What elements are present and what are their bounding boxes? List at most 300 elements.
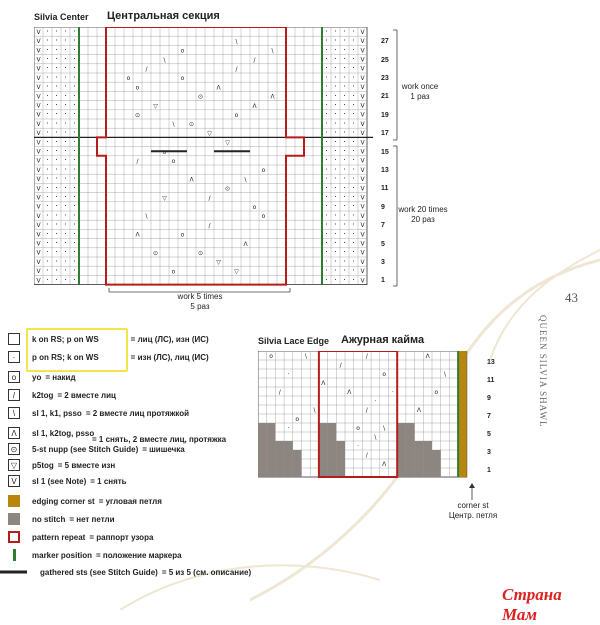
legend-row [8,458,115,472]
svg-text:·: · [73,210,76,220]
center-chart-title-ru: Центральная секция [107,10,220,22]
svg-text:·: · [334,220,337,230]
svg-text:o: o [261,167,266,175]
svg-text:▽: ▽ [225,139,230,147]
svg-text:·: · [334,54,337,64]
svg-text:·: · [55,229,58,239]
svg-text:·: · [325,174,328,184]
gathered-icon [0,566,28,578]
lace-row-number: 3 [487,449,491,456]
svg-text:V: V [36,268,41,276]
svg-text:\: \ [374,434,377,442]
svg-text:·: · [46,72,49,82]
svg-text:·: · [46,256,49,266]
svg-text:·: · [325,238,328,248]
svg-text:·: · [352,100,355,110]
svg-text:·: · [46,155,49,165]
svg-text:·: · [46,128,49,138]
svg-text:·: · [73,256,76,266]
center-row-number: 9 [381,203,385,211]
svg-text:V: V [360,84,365,92]
legend-label-en: k on RS; p on WS [32,334,99,344]
svg-text:·: · [325,137,328,147]
svg-text:·: · [325,266,328,276]
svg-text:V: V [36,231,41,239]
svg-text:·: · [343,192,346,202]
svg-text:o: o [171,268,176,276]
svg-text:V: V [360,111,365,119]
svg-text:·: · [64,266,67,276]
svg-text:·: · [55,82,58,92]
svg-text:·: · [334,256,337,266]
svg-text:·: · [343,54,346,64]
svg-text:V: V [36,65,41,73]
svg-text:·: · [343,266,346,276]
svg-text:·: · [325,100,328,110]
svg-text:·: · [374,398,377,406]
svg-text:Λ: Λ [216,84,221,92]
svg-text:Λ: Λ [243,240,248,248]
center-row-number: 5 [381,240,385,248]
work-20-label: work 20 times 20 раз [398,205,448,224]
svg-text:·: · [343,247,346,257]
svg-text:·: · [55,36,58,46]
svg-text:o: o [382,371,386,379]
svg-text:\: \ [271,47,274,55]
svg-text:·: · [334,183,337,193]
svg-text:·: · [325,146,328,156]
svg-text:·: · [46,27,49,36]
legend-label-en: 5-st nupp (see Stitch Guide) [32,444,139,454]
svg-text:·: · [343,174,346,184]
svg-text:·: · [55,164,58,174]
svg-text:·: · [352,82,355,92]
svg-text:V: V [360,194,365,202]
svg-text:/: / [253,56,256,64]
svg-text:·: · [64,256,67,266]
svg-text:·: · [46,183,49,193]
svg-text:⊙: ⊙ [224,185,231,193]
edging-corner-icon [8,495,20,507]
svg-text:·: · [352,109,355,119]
legend-label-ru: = нет петли [69,514,115,524]
svg-text:Λ: Λ [270,93,275,101]
svg-text:·: · [73,183,76,193]
legend-label-ru: = накид [45,372,76,382]
svg-text:V: V [360,93,365,101]
legend-row [8,530,153,544]
center-row-number: 3 [381,259,385,266]
svg-text:o: o [252,203,257,211]
svg-text:·: · [46,82,49,92]
legend-sk2p-ru: = 1 снять, 2 вместе лиц, протяжка [92,435,227,444]
svg-text:·: · [334,164,337,174]
svg-text:·: · [343,201,346,211]
svg-text:o: o [234,111,239,119]
svg-text:V: V [360,65,365,73]
svg-text:V: V [360,38,365,46]
center-row-number: 15 [381,148,389,156]
svg-text:·: · [46,201,49,211]
svg-text:·: · [334,128,337,138]
svg-text:·: · [352,229,355,239]
svg-text:·: · [334,229,337,239]
svg-text:/: / [208,194,211,202]
svg-text:·: · [343,275,346,285]
svg-text:·: · [325,91,328,101]
svg-text:·: · [352,210,355,220]
work-once-label: work once 1 раз [401,82,439,101]
svg-text:V: V [360,231,365,239]
svg-text:·: · [334,146,337,156]
svg-text:/: / [136,157,139,165]
corner-arrow [466,482,478,502]
legend-label-ru: = 5 из 5 (см. описание) [161,567,252,577]
svg-text:·: · [334,118,337,128]
svg-text:·: · [73,174,76,184]
svg-text:V: V [36,74,41,82]
pattern-repeat-icon [8,531,20,543]
svg-text:·: · [64,72,67,82]
svg-text:·: · [343,238,346,248]
legend-label-en: p5tog [32,460,54,470]
legend-label-ru: = изн (ЛС), лиц (ИС) [130,352,209,362]
svg-text:·: · [55,118,58,128]
svg-text:\: \ [304,353,307,361]
svg-text:\: \ [235,38,238,46]
svg-text:·: · [343,256,346,266]
svg-text:·: · [55,45,58,55]
corner-st-label: corner st Центр. петля [448,501,498,520]
svg-text:Λ: Λ [425,353,430,361]
svg-text:·: · [325,72,328,82]
legend-label-ru: = 1 снять [90,476,127,486]
svg-text:·: · [352,220,355,230]
svg-text:/: / [235,65,238,73]
svg-text:·: · [325,155,328,165]
svg-text:V: V [36,56,41,64]
svg-text:·: · [55,174,58,184]
svg-text:·: · [73,82,76,92]
svg-text:·: · [64,164,67,174]
center-row-number: 21 [381,93,389,101]
sl1-icon: V [8,475,20,487]
svg-text:·: · [352,146,355,156]
svg-text:·: · [55,109,58,119]
svg-text:·: · [46,100,49,110]
svg-text:·: · [64,109,67,119]
svg-text:·: · [64,100,67,110]
legend-row [8,548,182,562]
svg-text:·: · [334,82,337,92]
center-row-number: 7 [381,222,385,230]
svg-text:·: · [287,371,290,379]
svg-text:V: V [36,222,41,230]
svg-text:·: · [73,266,76,276]
svg-text:·: · [334,45,337,55]
svg-text:▽: ▽ [234,268,239,276]
center-row-number: 25 [381,56,389,64]
center-row-number: 23 [381,75,389,82]
svg-text:V: V [360,102,365,110]
svg-text:·: · [334,72,337,82]
svg-text:·: · [343,91,346,101]
work-5-label: work 5 times 5 раз [177,292,223,311]
svg-text:·: · [55,192,58,202]
no-stitch-icon [8,513,20,525]
svg-text:·: · [343,220,346,230]
svg-text:·: · [343,63,346,73]
svg-text:·: · [73,54,76,64]
svg-text:·: · [46,210,49,220]
svg-text:·: · [64,54,67,64]
svg-text:·: · [343,210,346,220]
svg-text:·: · [64,238,67,248]
svg-text:V: V [36,157,41,165]
svg-text:·: · [46,275,49,285]
svg-text:·: · [55,220,58,230]
legend-label-en: k2tog [32,390,54,400]
svg-text:V: V [36,166,41,174]
svg-text:⊙: ⊙ [188,121,195,129]
svg-text:Λ: Λ [189,176,194,184]
svg-text:Λ: Λ [321,380,326,388]
svg-text:V: V [360,240,365,248]
legend-label-ru: = угловая петля [98,496,162,506]
svg-text:·: · [343,100,346,110]
svg-text:⊙: ⊙ [197,93,204,101]
svg-text:o: o [180,231,185,239]
svg-text:·: · [55,256,58,266]
legend-label-ru: = положение маркера [96,550,182,560]
svg-text:·: · [334,247,337,257]
svg-text:o: o [180,75,185,83]
svg-text:·: · [55,91,58,101]
svg-text:V: V [360,28,365,36]
svg-text:·: · [64,210,67,220]
svg-text:Λ: Λ [252,102,257,110]
svg-text:·: · [73,137,76,147]
svg-text:·: · [343,82,346,92]
svg-text:V: V [360,176,365,184]
svg-text:·: · [325,118,328,128]
svg-text:·: · [334,36,337,46]
svg-text:V: V [36,194,41,202]
svg-text:·: · [334,63,337,73]
svg-text:V: V [360,249,365,257]
svg-text:·: · [325,220,328,230]
svg-text:·: · [334,201,337,211]
center-row-number: 17 [381,130,389,138]
svg-text:V: V [360,258,365,266]
svg-text:V: V [36,130,41,138]
svg-text:·: · [73,128,76,138]
svg-text:V: V [36,258,41,266]
dot-square-icon: · [8,351,20,363]
svg-text:·: · [55,183,58,193]
svg-text:V: V [360,130,365,138]
svg-text:·: · [334,27,337,36]
page-number: 43 [565,290,578,305]
svg-text:·: · [46,118,49,128]
svg-text:o: o [180,47,185,55]
svg-text:·: · [46,109,49,119]
center-row-number: 27 [381,38,389,46]
svg-text:·: · [64,229,67,239]
svg-text:·: · [325,36,328,46]
svg-text:·: · [73,238,76,248]
legend-label-ru: = лиц (ЛС), изн (ИС) [130,334,209,344]
svg-text:·: · [46,45,49,55]
svg-text:·: · [352,36,355,46]
svg-text:·: · [46,229,49,239]
svg-text:\: \ [172,121,175,129]
svg-text:·: · [73,72,76,82]
svg-text:·: · [287,425,290,433]
svg-text:·: · [64,174,67,184]
svg-text:\: \ [244,176,247,184]
svg-text:V: V [360,222,365,230]
svg-text:·: · [55,275,58,285]
svg-text:·: · [46,54,49,64]
lace-row-number: 9 [487,395,491,402]
svg-text:/: / [365,353,368,361]
legend-row [8,350,209,364]
svg-text:·: · [64,137,67,147]
svg-text:·: · [325,164,328,174]
legend-label-en: no stitch [32,514,66,524]
svg-text:V: V [36,139,41,147]
svg-text:·: · [46,247,49,257]
svg-text:·: · [352,275,355,285]
svg-text:·: · [73,63,76,73]
svg-text:·: · [352,54,355,64]
svg-text:V: V [36,277,41,285]
legend-label-en: gathered sts (see Stitch Guide) [40,567,158,577]
svg-text:·: · [55,238,58,248]
legend-label-ru: = 5 вместе изн [57,460,116,470]
legend-label-en: edging corner st [32,496,95,506]
p5tog-icon: ▽ [8,459,20,471]
svg-text:V: V [36,38,41,46]
svg-text:⊙: ⊙ [152,249,159,257]
svg-text:\: \ [444,371,447,379]
legend-label-en: sl 1, k2tog, psso [32,428,95,438]
svg-text:·: · [325,82,328,92]
svg-text:·: · [46,266,49,276]
svg-text:·: · [352,27,355,36]
svg-text:V: V [360,268,365,276]
watermark: Страна Мам [502,585,562,624]
svg-text:·: · [64,220,67,230]
svg-text:/: / [208,222,211,230]
lace-row-number: 7 [487,413,491,420]
svg-text:o: o [162,148,167,156]
ssk-icon: \ [8,407,20,419]
legend-label-en: pattern repeat [32,532,86,542]
svg-text:▽: ▽ [153,102,158,110]
svg-text:·: · [73,109,76,119]
svg-text:·: · [343,118,346,128]
lace-chart-title-en: Silvia Lace Edge [258,336,330,346]
legend-label-ru: = шишечка [142,444,185,454]
svg-text:·: · [352,155,355,165]
svg-text:V: V [36,240,41,248]
svg-text:·: · [55,137,58,147]
svg-text:·: · [46,174,49,184]
svg-text:·: · [46,192,49,202]
svg-text:V: V [36,185,41,193]
svg-text:·: · [352,201,355,211]
svg-text:·: · [343,229,346,239]
svg-text:·: · [352,118,355,128]
svg-text:·: · [334,210,337,220]
svg-text:·: · [64,63,67,73]
svg-text:·: · [55,54,58,64]
svg-text:·: · [73,91,76,101]
svg-text:·: · [55,210,58,220]
svg-text:·: · [325,128,328,138]
svg-text:·: · [391,389,394,397]
svg-text:·: · [325,27,328,36]
svg-text:Λ: Λ [382,461,387,469]
svg-text:·: · [343,128,346,138]
svg-text:·: · [73,146,76,156]
svg-text:·: · [46,220,49,230]
legend-row [8,426,94,440]
svg-text:·: · [55,128,58,138]
svg-text:V: V [360,166,365,174]
svg-text:V: V [36,148,41,156]
svg-text:\: \ [163,56,166,64]
svg-text:·: · [325,192,328,202]
svg-text:Λ: Λ [347,389,352,397]
svg-text:·: · [55,155,58,165]
svg-text:·: · [343,45,346,55]
svg-text:·: · [325,247,328,257]
svg-text:·: · [73,164,76,174]
svg-text:·: · [343,36,346,46]
lace-row-number: 11 [487,377,495,384]
svg-text:·: · [64,146,67,156]
svg-text:·: · [73,100,76,110]
legend-row [8,474,127,488]
svg-text:o: o [135,84,140,92]
svg-text:·: · [343,164,346,174]
svg-text:·: · [73,27,76,36]
svg-text:·: · [55,27,58,36]
svg-text:·: · [352,164,355,174]
svg-text:·: · [352,266,355,276]
svg-text:\: \ [313,407,316,415]
svg-text:V: V [360,47,365,55]
svg-text:·: · [325,45,328,55]
svg-text:V: V [360,185,365,193]
svg-text:·: · [352,72,355,82]
lace-chart-title-ru: Ажурная кайма [341,334,425,346]
legend-label-en: marker position [32,550,93,560]
svg-text:·: · [334,192,337,202]
svg-text:·: · [73,247,76,257]
svg-text:▽: ▽ [207,130,212,138]
legend-label-ru: = 2 вместе лиц [57,390,116,400]
svg-text:·: · [334,275,337,285]
svg-text:·: · [352,238,355,248]
svg-text:·: · [334,109,337,119]
svg-text:·: · [325,109,328,119]
svg-text:o: o [356,425,360,433]
svg-text:o: o [295,416,299,424]
